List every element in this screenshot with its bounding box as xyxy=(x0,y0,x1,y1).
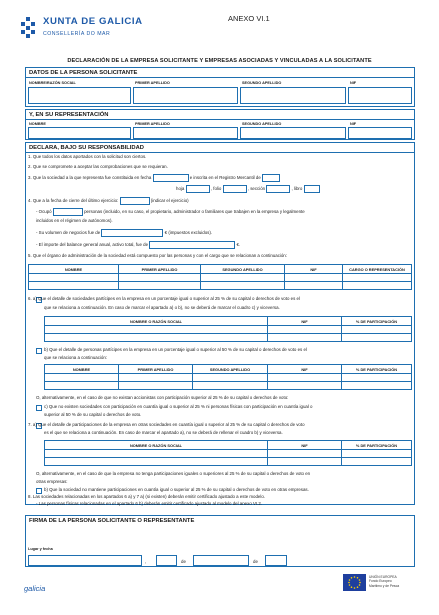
table-header: NIF xyxy=(268,365,342,374)
declaration-item-7a: 7. a) Que el detalle de participaciones de la empresa en otras sociedades en cuantía igual o superior al 25 % de su capital o derechos de voto xyxy=(28,422,305,427)
book-field[interactable] xyxy=(304,185,320,193)
eu-funding-text xyxy=(369,575,399,588)
table-header: NIF xyxy=(285,265,343,274)
place-date-label: Lugar y fecha xyxy=(28,547,53,551)
applicant-second-surname-field[interactable] xyxy=(240,87,346,104)
declaration-item-2: 2. Que se compromete a aceptar las comprobaciones que se requieran. xyxy=(28,164,168,169)
turnover-field[interactable] xyxy=(101,229,163,237)
employees-field[interactable] xyxy=(53,208,83,216)
item3-text-a: 3. Que la sociedad a la que representa fue constituida en fecha xyxy=(28,175,152,181)
declaration-item-6a xyxy=(28,296,300,302)
occupies-line-2: incluidos en el régimen de autónomos). xyxy=(36,218,113,223)
org-name: XUNTA DE GALICIA xyxy=(43,16,143,27)
turnover-label: - Su volumen de negocios fue de xyxy=(36,230,101,236)
table-header: SEGUNDO APELLIDO xyxy=(201,265,285,274)
item3-text-b: e inscrita en el Registro Mercantil de xyxy=(189,175,261,181)
item6a-text: 6. a) Que el detalle de sociedades partícipes en la empresa en un porcentaje igual o superior al 25 % de su capital o derechos de voto es el xyxy=(28,296,300,301)
representative-nif-field[interactable] xyxy=(348,127,412,139)
table-header: NOMBRE O RAZÓN SOCIAL xyxy=(45,317,268,326)
field-label: PRIMER APELLIDO xyxy=(135,81,170,85)
representative-second-surname-field[interactable] xyxy=(240,127,346,139)
balance-tail: €. xyxy=(236,242,241,248)
occupies-label: - Ocupó xyxy=(36,209,52,215)
item3-seccion: , sección xyxy=(247,186,266,192)
declaration-item-1: 1. Que todos los datos aportados con la solicitud son ciertos. xyxy=(28,154,147,159)
table-row xyxy=(29,274,412,282)
partners-table xyxy=(44,316,412,342)
galicia-logo: galicia xyxy=(24,584,46,593)
field-label: SEGUNDO APELLIDO xyxy=(242,81,282,85)
section-heading: DATOS DE LA PERSONA SOLICITANTE xyxy=(26,68,414,78)
month-field[interactable] xyxy=(193,555,249,566)
declaration-item-6a-line2: que se relaciona a continuación. En caso de marcar el apartado a) o b), no se deberá de marcar el cuadro c) y viceversa. xyxy=(44,305,280,310)
field-label: NIF xyxy=(350,81,357,85)
year-field[interactable] xyxy=(265,555,287,566)
table-row xyxy=(45,450,412,458)
sheet-field[interactable] xyxy=(186,185,210,193)
declaration-item-6c-line2: superior al 50 % de su capital o derechos de voto. xyxy=(44,412,142,417)
declaration-item-6b: b) Que el detalle de personas partícipes en la empresa en un porcentaje igual o superior al 50 % de su capital o derechos de voto es el xyxy=(44,347,307,352)
declaration-item-7a-line2: es el que se relaciona a continuación. En caso de marcar el apartado a), no se deberá de rellenar el cuadro b) y viceversa. xyxy=(44,430,283,435)
day-field[interactable] xyxy=(156,555,177,566)
item3-hoja: hoja xyxy=(176,186,185,192)
representative-first-surname-field[interactable] xyxy=(133,127,238,139)
checkbox-6b[interactable] xyxy=(36,348,42,354)
balance-label: - El importe del balance general anual, activo total, fue de xyxy=(36,242,149,248)
table-header: PRIMER APELLIDO xyxy=(119,365,193,374)
table-header: NOMBRE O RAZÓN SOCIAL xyxy=(45,441,268,450)
declaration-item-8: 8. Las sociedades relacionadas en los apartados 6 a) y 7 a) (si existen) deberán emitir certificado ajustado a este modelo. xyxy=(28,494,265,499)
item7-alternative: O, alternativamente, en el caso de que la empresa no tenga participaciones iguales o superiores al 25 % de su capital o derechos de voto en xyxy=(36,471,311,476)
table-header: % DE PARTICIPACIÓN xyxy=(342,365,412,374)
annex-label: ANEXO VI.1 xyxy=(228,14,270,23)
declaration-item-7b: b) Que la sociedad no mantiene participaciones en cuantía igual o superior al 25 % de su capital o derechos de voto en otras empresas. xyxy=(44,487,309,492)
table-header: NIF xyxy=(268,317,342,326)
comma-separator: , xyxy=(145,559,147,564)
table-header: NOMBRE xyxy=(29,265,119,274)
board-table xyxy=(28,264,412,290)
xunta-emblem-icon xyxy=(19,17,37,39)
table-header: SEGUNDO APELLIDO xyxy=(193,365,268,374)
table-header: % DE PARTICIPACIÓN xyxy=(342,441,412,450)
holdings-table xyxy=(44,440,412,466)
section-heading: FIRMA DE LA PERSONA SOLICITANTE O REPRESENTANTE xyxy=(29,518,195,524)
item7-alternative-line2: otras empresas: xyxy=(36,479,68,484)
declaration-item-4 xyxy=(28,197,189,205)
eu-flag-icon xyxy=(343,574,366,591)
checkbox-6c[interactable] xyxy=(36,405,42,411)
item4-text: 4. Que a la fecha de cierre del último ejercicio: xyxy=(28,198,119,204)
item4-tail: (indicar el ejercicio) xyxy=(150,198,189,204)
table-row xyxy=(45,374,412,382)
section-field[interactable] xyxy=(266,185,290,193)
org-department: CONSELLERÍA DO MAR xyxy=(43,31,111,37)
balance-line xyxy=(36,241,240,249)
item6-alternative: O, alternativamente, en el caso de que no existan accionistas con participación superior al 25 % de su capital o derechos de voto: xyxy=(36,395,289,400)
representative-section xyxy=(25,109,415,140)
table-row xyxy=(29,282,412,290)
eu-line-3: Marítimo y de Pesca xyxy=(369,583,400,588)
field-label: NIF xyxy=(350,122,357,126)
field-label: NOMBRE xyxy=(29,122,46,126)
de-separator-2: de xyxy=(253,559,258,564)
table-row xyxy=(45,334,412,342)
table-header: NIF xyxy=(268,441,342,450)
applicant-name-field[interactable] xyxy=(28,87,131,104)
eu-line-1: UNIÓN EUROPEA xyxy=(369,575,397,579)
declaration-item-6c: c) Que no existen sociedades con participación en cuantía igual o superior al 25 % ni personas físicas con participación en cuantía igual o xyxy=(44,404,313,409)
applicant-first-surname-field[interactable] xyxy=(133,87,238,104)
field-label: PRIMER APELLIDO xyxy=(135,122,170,126)
turnover-line xyxy=(36,229,212,237)
section-heading: Y, EN SU REPRESENTACIÓN xyxy=(26,110,414,120)
persons-table xyxy=(44,364,412,390)
declaration-item-5: 5. Que el órgano de administración de la sociedad está compuesto por las personas y con el cargo que se relacionan a continuación: xyxy=(28,253,287,258)
table-header: CARGO O REPRESENTACIÓN xyxy=(343,265,412,274)
table-row xyxy=(45,458,412,466)
turnover-tail: € (impuestos excluidos). xyxy=(164,230,213,236)
table-header: NOMBRE xyxy=(45,365,119,374)
field-label: SEGUNDO APELLIDO xyxy=(242,122,282,126)
table-header: PRIMER APELLIDO xyxy=(119,265,201,274)
table-row xyxy=(45,326,412,334)
declaration-item-3-line2 xyxy=(176,185,320,193)
item3-libro: , libro xyxy=(291,186,303,192)
table-header: % DE PARTICIPACIÓN xyxy=(342,317,412,326)
fiscal-year-field[interactable] xyxy=(120,197,150,205)
table-row xyxy=(45,382,412,390)
section-heading: DECLARA, BAJO SU RESPONSABILIDAD xyxy=(26,143,414,153)
representative-name-field[interactable] xyxy=(28,127,131,139)
declaration-item-6b-line2: que se relaciona a continuación: xyxy=(44,355,107,360)
eu-line-2: Fondo Europeo xyxy=(369,579,392,584)
field-label: NOMBRE/RAZÓN SOCIAL xyxy=(29,81,76,85)
de-separator-1: de xyxy=(181,559,186,564)
checkbox-7b[interactable] xyxy=(36,488,42,494)
balance-field[interactable] xyxy=(149,241,235,249)
applicant-nif-field[interactable] xyxy=(348,87,412,104)
applicant-section xyxy=(25,67,415,107)
occupies-tail: personas (incluido, en su caso, el propietario, administrador o familiares que trabajen en la empresa y legalmente xyxy=(84,209,305,215)
declaration-item-3 xyxy=(28,174,280,182)
document-title: DECLARACIÓN DE LA EMPRESA SOLICITANTE Y EMPRESAS ASOCIADAS Y VINCULADAS A LA SOLICITANTE xyxy=(67,58,372,64)
folio-field[interactable] xyxy=(223,185,247,193)
occupies-line xyxy=(36,208,305,216)
constitution-date-field[interactable] xyxy=(153,174,189,182)
item3-folio: , folio xyxy=(210,186,222,192)
declaration-item-8-line2: - Las personas físicas relacionadas en el apartado 6 b) deberán emitir certificado ajustado al modelo del anexo VI.2. xyxy=(36,501,263,506)
registry-field[interactable] xyxy=(262,174,280,182)
place-field[interactable] xyxy=(28,555,142,566)
